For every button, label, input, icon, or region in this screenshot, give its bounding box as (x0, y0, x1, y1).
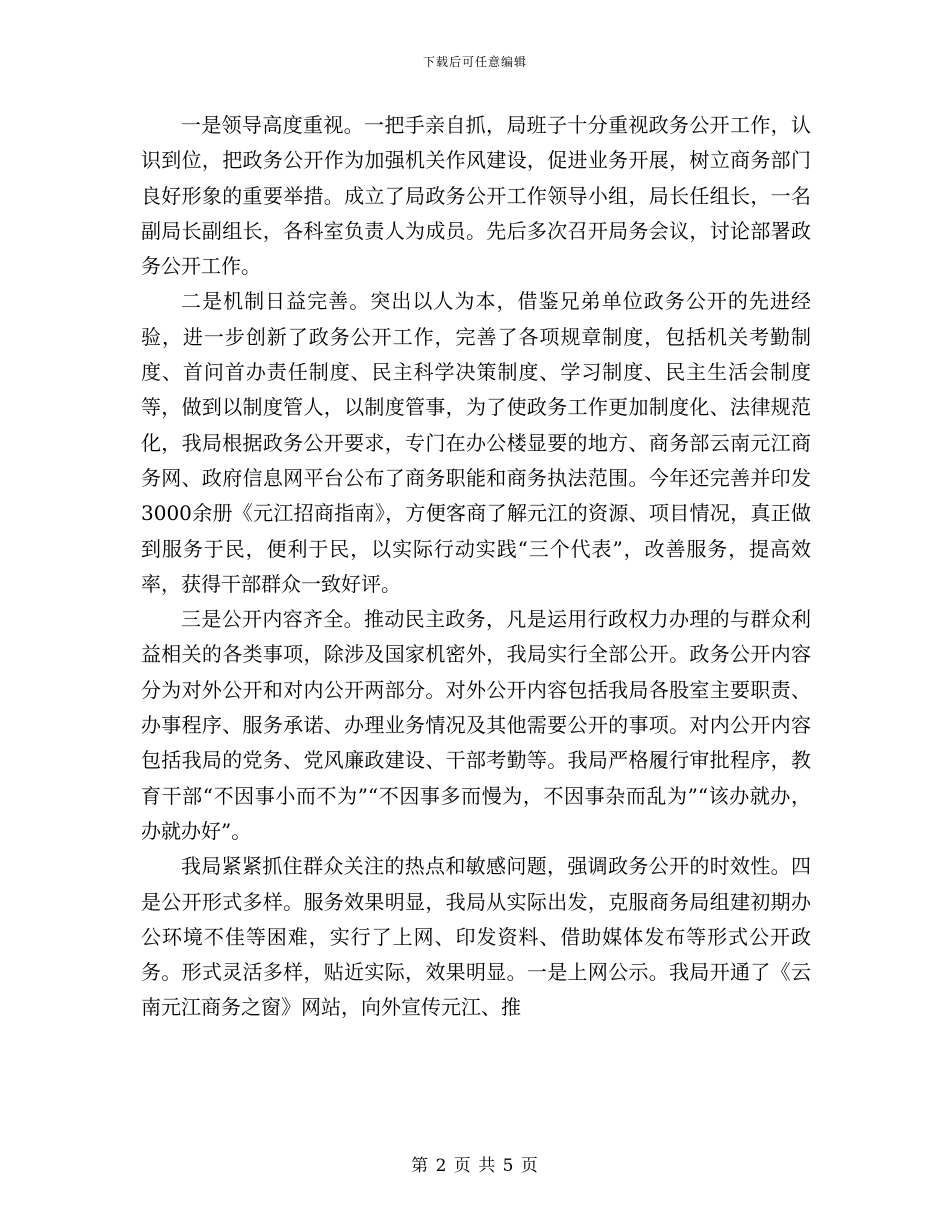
document-body (141, 108, 811, 1026)
page-number: 第 2 页 共 5 页 (411, 1156, 539, 1176)
paragraph-4: 我局紧紧抓住群众关注的热点和敏感问题，强调政务公开的时效性。四是公开形式多样。服务效果明显，我局从实际出发，克服商务局组建初期办公环境不佳等困难，实行了上网、印发资料、借助媒体发布等形式公开政务。形式灵活多样，贴近实际，效果明显。一是上网公示。我局开通了《云南元江商务之窗》网站，向外宣传元江、推 (141, 854, 811, 1020)
paragraph-3: 三是公开内容齐全。推动民主政务，凡是运用行政权力办理的与群众利益相关的各类事项，除涉及国家机密外，我局实行全部公开。政务公开内容分为对外公开和对内公开两部分。对外公开内容包括我局各股室主要职责、办事程序、服务承诺、办理业务情况及其他需要公开的事项。对内公开内容包括我局的党务、党风廉政建设、干部考勤等。我局严格履行审批程序，教育干部“不因事小而不为”“不因事多而慢为，不因事杂而乱为”“该办就办，办就办好”。 (141, 607, 811, 843)
paragraph-1: 一是领导高度重视。一把手亲自抓，局班子十分重视政务公开工作，认识到位，把政务公开作为加强机关作风建设，促进业务开展，树立商务部门良好形象的重要举措。成立了局政务公开工作领导小组，局长任组长，一名副局长副组长，各科室负责人为成员。先后多次召开局务会议，讨论部署政务公开工作。 (141, 113, 811, 279)
page-header: 下载后可任意编辑 (422, 55, 527, 69)
paragraph-2: 二是机制日益完善。突出以人为本，借鉴兄弟单位政务公开的先进经验，进一步创新了政务公开工作，完善了各项规章制度，包括机关考勤制度、首问首办责任制度、民主科学决策制度、学习制度、民主生活会制度等，做到以制度管人，以制度管事，为了使政务工作更加制度化、法律规范化，我局根据政务公开要求，专门在办公楼显要的地方、商务部云南元江商务网、政府信息网平台公布了商务职能和商务执法范围。今年还完善并印发3000余册《元江招商指南》，方便客商了解元江的资源、项目情况，真正做到服务于民，便利于民，以实际行动实践“三个代表”，改善服务，提高效率，获得干部群众一致好评。 (141, 289, 811, 596)
